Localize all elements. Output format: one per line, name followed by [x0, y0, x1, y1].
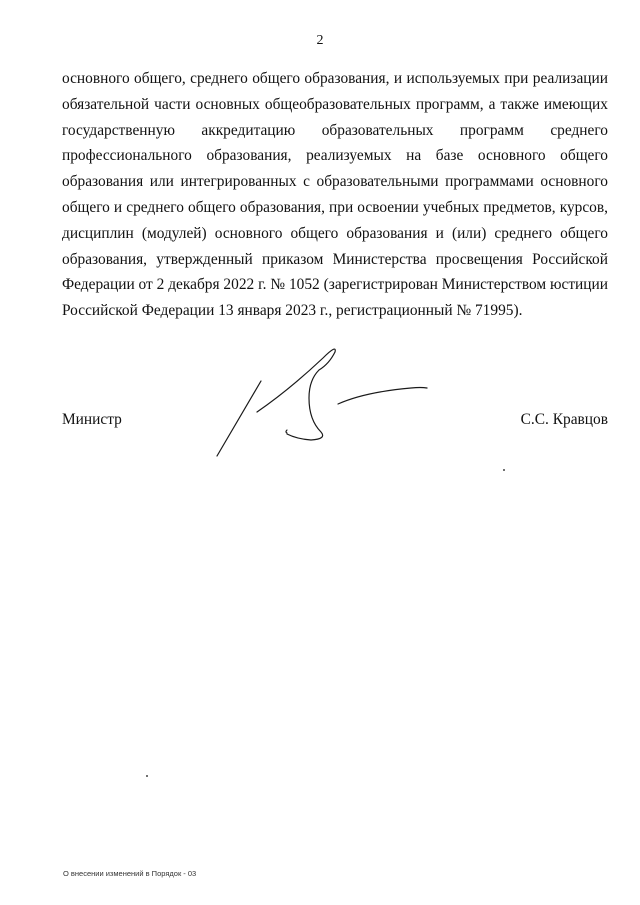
- page-number: 2: [316, 33, 324, 48]
- body-line: дисциплин (модулей) основного общего образования и (или) среднего общего: [62, 224, 608, 242]
- scan-speck: [146, 775, 148, 777]
- footer-note: О внесении изменений в Порядок - 03: [63, 869, 197, 878]
- body-line: образования, утвержденный приказом Министерства просвещения Российской: [62, 250, 608, 268]
- body-paragraph: [62, 66, 608, 324]
- signature-name: С.С. Кравцов: [520, 411, 608, 428]
- body-line: государственную аккредитацию образовательных программ среднего: [62, 121, 608, 139]
- body-line: Российской Федерации 13 января 2023 г., регистрационный № 71995).: [62, 302, 523, 320]
- body-line: основного общего, среднего общего образования, и используемых при реализации: [62, 70, 608, 87]
- scan-speck: [503, 469, 505, 471]
- body-line: общего и среднего общего образования, при освоении учебных предметов, курсов,: [62, 198, 608, 216]
- signature-title: Министр: [62, 411, 122, 428]
- handwritten-signature: [205, 340, 435, 465]
- body-line: обязательной части основных общеобразовательных программ, а также имеющих: [62, 95, 608, 113]
- body-line: Федерации от 2 декабря 2022 г. № 1052 (зарегистрирован Министерством юстиции: [62, 276, 608, 294]
- body-line: профессионального образования, реализуемых на базе основного общего: [62, 147, 608, 165]
- body-line: образования или интегрированных с образовательными программами основного: [62, 173, 608, 191]
